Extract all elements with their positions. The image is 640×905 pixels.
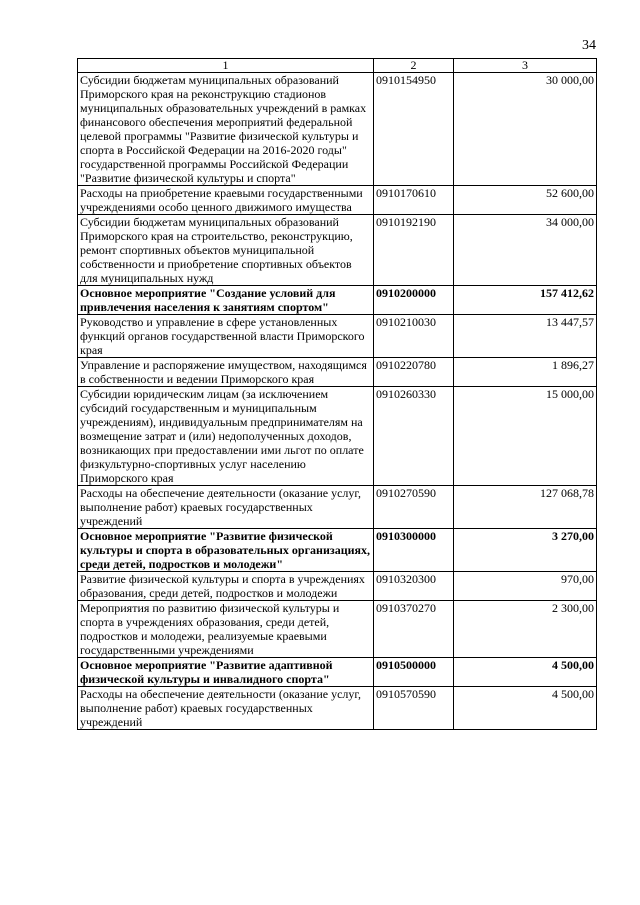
table-row: [78, 658, 597, 687]
header-row: [78, 59, 597, 73]
row-amount-cell: 30 000,00: [454, 73, 597, 186]
table-row: [78, 687, 597, 730]
table-body: [78, 73, 597, 730]
row-code-cell: 0910220780: [374, 358, 454, 387]
row-name-cell: Расходы на приобретение краевыми государственными учреждениями особо ценного движимого имущества: [78, 186, 374, 215]
table-row: [78, 73, 597, 186]
row-amount-cell: 34 000,00: [454, 215, 597, 286]
row-name-cell: Расходы на обеспечение деятельности (оказание услуг, выполнение работ) краевых государственных учреждений: [78, 486, 374, 529]
table-row: [78, 572, 597, 601]
row-amount-cell: 157 412,62: [454, 286, 597, 315]
row-amount-cell: 3 270,00: [454, 529, 597, 572]
table-row: [78, 387, 597, 486]
row-name-cell: Субсидии юридическим лицам (за исключением субсидий государственным и муниципальным учреждениям), индивидуальным предпринимателям на возмещение затрат и (или) недополученных доходов, возникающих при предоставлении ими льгот по оплате физкультурно-спортивных услуг населению Приморского края: [78, 387, 374, 486]
row-amount-cell: 4 500,00: [454, 658, 597, 687]
row-amount-cell: 2 300,00: [454, 601, 597, 658]
row-code-cell: 0910270590: [374, 486, 454, 529]
table-row: [78, 601, 597, 658]
row-code-cell: 0910570590: [374, 687, 454, 730]
row-amount-cell: 127 068,78: [454, 486, 597, 529]
row-name-cell: Управление и распоряжение имуществом, находящимся в собственности и ведении Приморского края: [78, 358, 374, 387]
row-code-cell: 0910192190: [374, 215, 454, 286]
row-code-cell: 0910300000: [374, 529, 454, 572]
row-name-cell: Субсидии бюджетам муниципальных образований Приморского края на реконструкцию стадионов муниципальных образовательных учреждений в рамках финансового обеспечения мероприятий федеральной целевой программы "Развитие физической культуры и спорта в Российской Федерации на 2016-2020 годы" государственной программы Российской Федерации "Развитие физической культуры и спорта": [78, 73, 374, 186]
row-amount-cell: 970,00: [454, 572, 597, 601]
table-row: [78, 486, 597, 529]
table-row: [78, 315, 597, 358]
row-amount-cell: 13 447,57: [454, 315, 597, 358]
row-code-cell: 0910170610: [374, 186, 454, 215]
row-amount-cell: 4 500,00: [454, 687, 597, 730]
page-number: 34: [582, 38, 596, 53]
column-header-amount: 3: [454, 59, 597, 73]
row-name-cell: Основное мероприятие "Развитие адаптивной физической культуры и инвалидного спорта": [78, 658, 374, 687]
budget-table: [77, 58, 597, 730]
row-code-cell: 0910320300: [374, 572, 454, 601]
row-name-cell: Мероприятия по развитию физической культуры и спорта в учреждениях образования, среди детей, подростков и молодежи, реализуемые краевыми государственными учреждениями: [78, 601, 374, 658]
table-header: [78, 59, 597, 73]
row-name-cell: Основное мероприятие "Развитие физической культуры и спорта в образовательных организациях, среди детей, подростков и молодежи": [78, 529, 374, 572]
row-amount-cell: 15 000,00: [454, 387, 597, 486]
table-row: [78, 286, 597, 315]
row-code-cell: 0910210030: [374, 315, 454, 358]
column-header-name: 1: [78, 59, 374, 73]
table-row: [78, 358, 597, 387]
table-row: [78, 215, 597, 286]
row-code-cell: 0910154950: [374, 73, 454, 186]
row-amount-cell: 1 896,27: [454, 358, 597, 387]
row-name-cell: Развитие физической культуры и спорта в учреждениях образования, среди детей, подростков и молодежи: [78, 572, 374, 601]
row-name-cell: Расходы на обеспечение деятельности (оказание услуг, выполнение работ) краевых государственных учреждений: [78, 687, 374, 730]
row-name-cell: Субсидии бюджетам муниципальных образований Приморского края на строительство, реконструкцию, ремонт спортивных объектов муниципальной собственности и приобретение спортивных объектов для муниципальных нужд: [78, 215, 374, 286]
row-code-cell: 0910260330: [374, 387, 454, 486]
table-row: [78, 186, 597, 215]
row-code-cell: 0910200000: [374, 286, 454, 315]
row-name-cell: Руководство и управление в сфере установленных функций органов государственной власти Приморского края: [78, 315, 374, 358]
table-row: [78, 529, 597, 572]
row-amount-cell: 52 600,00: [454, 186, 597, 215]
column-header-code: 2: [374, 59, 454, 73]
row-name-cell: Основное мероприятие "Создание условий для привлечения населения к занятиям спортом": [78, 286, 374, 315]
row-code-cell: 0910370270: [374, 601, 454, 658]
row-code-cell: 0910500000: [374, 658, 454, 687]
